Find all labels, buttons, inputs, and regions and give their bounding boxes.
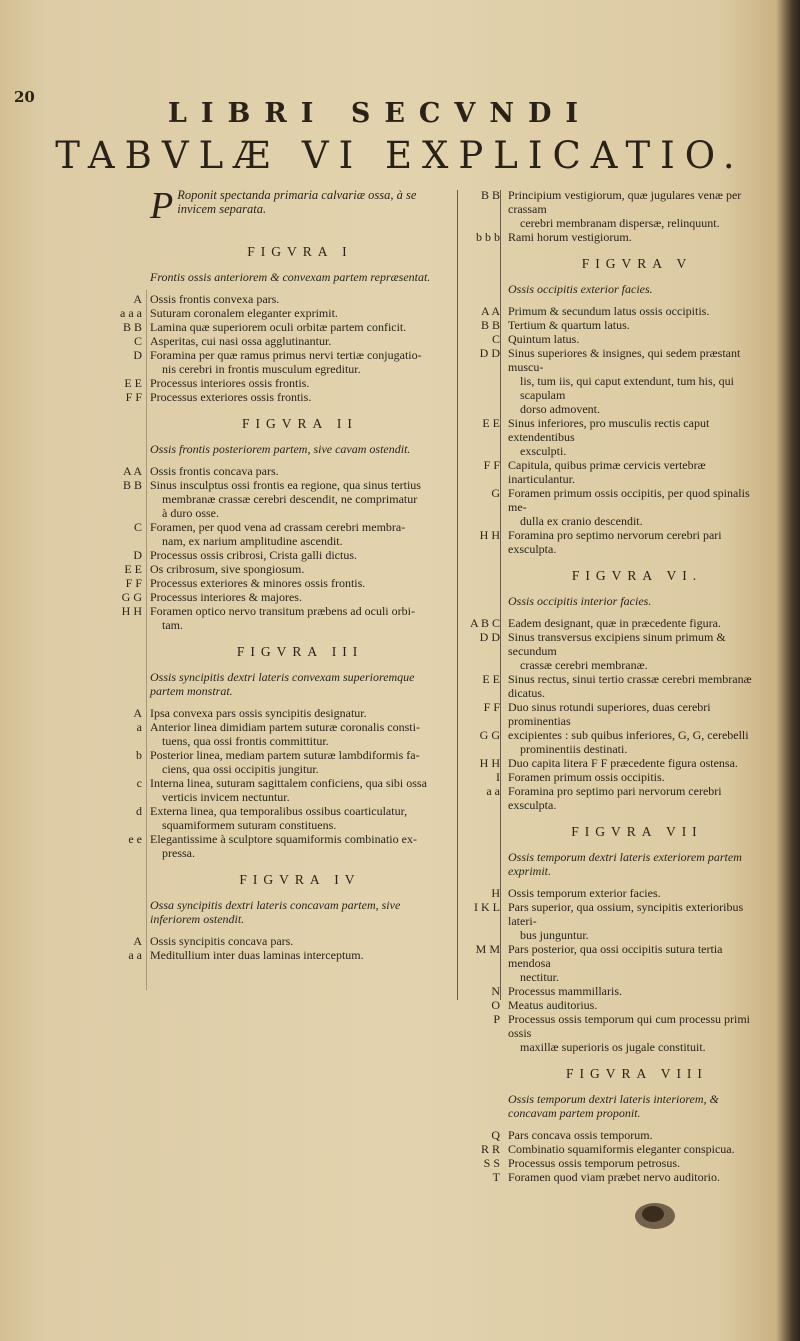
legend-key: A (133, 292, 142, 306)
legend-key: a a (128, 948, 142, 962)
legend-text: Processus ossis cribrosi, Crista galli dictus. (150, 548, 357, 562)
legend-text: Lamina quæ superiorem oculi orbitæ partem conficit. (150, 320, 407, 334)
legend-key: G G (479, 728, 500, 742)
legend-key: A (133, 934, 142, 948)
legend-text: Sinus transversus excipiens sinum primum & secundum (508, 630, 726, 658)
figure-7-heading: FIGVRA VII (571, 824, 703, 839)
legend-text: Sinus rectus, sinui tertio crassæ cerebri membranæ dicatus. (508, 672, 752, 700)
legend-text: cerebri membranam dispersæ, relinquunt. (520, 216, 720, 230)
legend-text: Externa linea, qua temporalibus ossibus coarticulatur, (150, 804, 408, 818)
continued-legend (476, 188, 766, 244)
legend-text: lis, tum iis, qui caput extendunt, tum his, qui scapulam (520, 374, 734, 402)
legend-line (491, 886, 766, 900)
legend-text: bus junguntur. (520, 928, 589, 942)
legend-text: Meatus auditorius. (508, 998, 598, 1012)
figure-4-heading: FIGVRA IV (239, 872, 361, 887)
figure-1-legend (120, 292, 450, 404)
legend-key: F F (483, 700, 500, 714)
legend-key: D (133, 548, 142, 562)
legend-line (491, 486, 766, 514)
legend-line (150, 734, 450, 748)
legend-text: Capitula, quibus primæ cervicis vertebræ inarticulantur. (508, 458, 706, 486)
legend-text: nam, ex narium amplitudine ascendit. (162, 534, 343, 548)
legend-line (133, 520, 450, 534)
legend-text: ciens, qua ossi occipitis jungitur. (162, 762, 319, 776)
legend-line (508, 742, 766, 756)
legend-text: tam. (162, 618, 183, 632)
legend-text: Ossis frontis convexa pars. (150, 292, 280, 306)
legend-line (508, 514, 766, 528)
legend-key: E E (124, 376, 142, 390)
legend-line (136, 776, 450, 790)
legend-line (508, 658, 766, 672)
legend-text: Ossis syncipitis concava pars. (150, 934, 294, 948)
figure-4-legend (128, 934, 450, 962)
legend-text: Foramen quod viam præbet nervo auditorio. (508, 1170, 720, 1184)
legend-text: Processus interiores & majores. (150, 590, 302, 604)
drop-cap: P (150, 185, 174, 227)
figure-7-caption: Ossis temporum dextri lateris exteriorem partem exprimit. (508, 850, 742, 878)
legend-key: C (133, 334, 142, 348)
legend-line (128, 948, 450, 962)
key-rule-left (146, 290, 147, 990)
legend-line (486, 784, 766, 812)
figure-6-heading: FIGVRA VI. (571, 568, 703, 583)
legend-text: Foramen, per quod vena ad crassam cerebri membra- (150, 520, 406, 534)
legend-key: F F (125, 576, 142, 590)
legend-line (508, 444, 766, 458)
legend-text: Ipsa convexa pars ossis syncipitis designatur. (150, 706, 367, 720)
legend-line (122, 478, 450, 492)
legend-text: Foramina pro septimo nervorum cerebri pari exsculpta. (508, 528, 722, 556)
legend-text: Duo capita litera F F præcedente figura ostensa. (508, 756, 738, 770)
legend-text: Principium vestigiorum, quæ jugulares venæ per crassam (508, 188, 742, 216)
legend-text: Sinus inferiores, pro musculis rectis caput extendentibus (508, 416, 710, 444)
legend-line (150, 362, 450, 376)
legend-line (124, 376, 450, 390)
legend-line (508, 1040, 766, 1054)
legend-text: tuens, qua ossi frontis committitur. (162, 734, 329, 748)
column-rule-left (457, 190, 458, 1000)
legend-line (136, 804, 450, 818)
legend-line (479, 630, 766, 658)
legend-text: Anterior linea dimidiam partem suturæ coronalis consti- (150, 720, 420, 734)
figure-2-caption: Ossis frontis posteriorem partem, sive cavam ostendit. (150, 442, 411, 456)
figure-3-legend (128, 706, 450, 860)
legend-text: Combinatio squamiformis eleganter conspicua. (508, 1142, 735, 1156)
legend-text: Processus mammillaris. (508, 984, 622, 998)
legend-line (133, 292, 450, 306)
legend-text: Eadem designant, quæ in præcedente figura. (508, 616, 721, 630)
legend-text: Os cribrosum, sive spongiosum. (150, 562, 305, 576)
running-title: LIBRI SECVNDI (167, 98, 593, 129)
legend-text: verticis invicem nectuntur. (162, 790, 290, 804)
legend-line (150, 618, 450, 632)
intro-paragraph (150, 185, 450, 232)
legend-line (150, 846, 450, 860)
legend-line (483, 458, 766, 486)
figure-5-heading: FIGVRA V (581, 256, 693, 271)
figure-1-heading: FIGVRA I (247, 244, 353, 259)
legend-text: crassæ cerebri membranæ. (520, 658, 648, 672)
legend-line (479, 346, 766, 374)
legend-text: Processus interiores ossis frontis. (150, 376, 310, 390)
legend-line (150, 762, 450, 776)
legend-line (136, 720, 450, 734)
figure-8-legend (480, 1128, 766, 1184)
legend-line (150, 506, 450, 520)
legend-line (492, 1170, 766, 1184)
legend-text: Elegantissime à sculptore squamiformis combinatio ex- (150, 832, 417, 846)
legend-text: Foramen optico nervo transitum præbens ad oculi orbi- (150, 604, 415, 618)
legend-line (133, 706, 450, 720)
figure-7-legend (474, 886, 766, 1054)
figure-3-caption: Ossis syncipitis dextri lateris convexam superioremque partem monstrat. (150, 670, 415, 698)
legend-text: Sinus insculptus ossi frontis ea regione, qua sinus tertius (150, 478, 421, 492)
legend-line (120, 306, 450, 320)
legend-text: Processus exteriores ossis frontis. (150, 390, 312, 404)
legend-line (125, 390, 450, 404)
page-number: 20 (14, 88, 35, 106)
legend-key: C (133, 520, 142, 534)
legend-line (491, 998, 766, 1012)
legend-line (133, 934, 450, 948)
legend-text: Suturam coronalem eleganter exprimit. (150, 306, 338, 320)
legend-line (508, 970, 766, 984)
legend-key: D D (479, 346, 500, 360)
legend-line (491, 984, 766, 998)
intro-text: Roponit spectanda primaria calvariæ ossa, à se invicem separata. (177, 188, 417, 216)
legend-text: pressa. (162, 846, 195, 860)
legend-line (480, 304, 766, 318)
legend-key: A A (480, 304, 500, 318)
legend-text: Processus ossis temporum petrosus. (508, 1156, 680, 1170)
legend-line (150, 492, 450, 506)
legend-key: E E (482, 416, 500, 430)
figure-6-legend (469, 616, 766, 812)
figure-4-caption: Ossa syncipitis dextri lateris concavam partem, sive inferiorem ostendit. (150, 898, 401, 926)
legend-key: B B (480, 318, 500, 332)
legend-key: e e (128, 832, 142, 846)
ink-blot-ornament (632, 1198, 678, 1232)
legend-key: B B (122, 320, 142, 334)
legend-line (150, 534, 450, 548)
legend-text: Pars superior, qua ossium, syncipitis exterioribus lateri- (508, 900, 744, 928)
legend-line (474, 900, 766, 928)
legend-text: Pars concava ossis temporum. (508, 1128, 653, 1142)
right-column (469, 188, 766, 1184)
legend-key: d (136, 804, 142, 818)
legend-line (479, 756, 766, 770)
legend-key: A (133, 706, 142, 720)
legend-text: Ossis frontis concava pars. (150, 464, 279, 478)
legend-text: Ossis temporum exterior facies. (508, 886, 661, 900)
legend-key: S S (483, 1156, 500, 1170)
figure-3-heading: FIGVRA III (236, 644, 364, 659)
legend-line (480, 318, 766, 332)
legend-line (150, 790, 450, 804)
legend-text: à duro osse. (162, 506, 219, 520)
legend-text: Tertium & quartum latus. (508, 318, 630, 332)
legend-line (483, 700, 766, 728)
legend-text: excipientes : sub quibus inferiores, G, G, cerebelli (508, 728, 749, 742)
legend-text: Rami horum vestigiorum. (508, 230, 632, 244)
legend-text: exsculpti. (520, 444, 567, 458)
legend-key: N (491, 984, 500, 998)
legend-line (122, 320, 450, 334)
legend-key: H H (479, 756, 500, 770)
legend-key: G (491, 486, 500, 500)
figure-5-legend (479, 304, 766, 556)
page-title: TABVLÆ VI EXPLICATIO. (55, 134, 745, 177)
legend-text: Duo sinus rotundi superiores, duas cerebri prominentias (508, 700, 711, 728)
legend-line (121, 604, 450, 618)
figure-8-caption: Ossis temporum dextri lateris interiorem, & concavam partem proponit. (508, 1092, 719, 1120)
legend-text: dorso admovent. (520, 402, 600, 416)
legend-key: E E (482, 672, 500, 686)
figure-2-legend (121, 464, 450, 632)
figure-2-heading: FIGVRA II (242, 416, 358, 431)
legend-line (133, 334, 450, 348)
legend-text: Pars posterior, qua ossi occipitis sutura tertia mendosa (508, 942, 723, 970)
legend-text: Processus exteriores & minores ossis frontis. (150, 576, 366, 590)
legend-text: membranæ crassæ cerebri descendit, ne comprimatur (162, 492, 418, 506)
legend-line (124, 562, 450, 576)
legend-key: D (133, 348, 142, 362)
legend-key: D D (479, 630, 500, 644)
legend-key: a (136, 720, 142, 734)
legend-text: Foramen primum ossis occipitis, per quod spinalis me- (508, 486, 750, 514)
legend-key: I K L (474, 900, 500, 914)
figure-5-caption: Ossis occipitis exterior facies. (508, 282, 653, 296)
legend-line (508, 216, 766, 230)
legend-key: O (491, 998, 500, 1012)
legend-line (479, 528, 766, 556)
legend-key: I (496, 770, 500, 784)
legend-text: Meditullium inter duas laminas interceptum. (150, 948, 364, 962)
legend-line (482, 416, 766, 444)
legend-line (476, 230, 766, 244)
legend-text: Foramina per quæ ramus primus nervi tertiæ conjugatio- (150, 348, 422, 362)
legend-text: Foramen primum ossis occipitis. (508, 770, 665, 784)
legend-text: Primum & secundum latus ossis occipitis. (508, 304, 710, 318)
legend-text: nis cerebri in frontis musculum egreditur. (162, 362, 361, 376)
legend-key: T (492, 1170, 500, 1184)
legend-line (150, 818, 450, 832)
figure-1-caption: Frontis ossis anteriorem & convexam partem repræsentat. (150, 270, 431, 284)
legend-key: a a (486, 784, 500, 798)
figure-6-caption: Ossis occipitis interior facies. (508, 594, 652, 608)
legend-key: Q (491, 1128, 500, 1142)
legend-key: a a a (120, 306, 142, 320)
legend-text: prominentiis destinati. (520, 742, 628, 756)
legend-text: Interna linea, suturam sagittalem conficiens, qua sibi ossa (150, 776, 427, 790)
legend-text: dulla ex cranio descendit. (520, 514, 643, 528)
legend-key: M M (475, 942, 500, 956)
legend-key: C (491, 332, 500, 346)
legend-key: F F (125, 390, 142, 404)
legend-line (125, 576, 450, 590)
left-column (120, 185, 450, 962)
legend-line (491, 332, 766, 346)
legend-line (496, 770, 766, 784)
legend-line (122, 464, 450, 478)
legend-key: b b b (476, 230, 500, 244)
legend-text: squamiformem suturam constituens. (162, 818, 337, 832)
legend-line (493, 1012, 766, 1040)
legend-line (508, 402, 766, 416)
legend-line (136, 748, 450, 762)
legend-key: A A (122, 464, 142, 478)
legend-line (475, 942, 766, 970)
legend-key: P (493, 1012, 500, 1026)
legend-text: Sinus superiores & insignes, qui sedem præstant muscu- (508, 346, 741, 374)
legend-line (133, 548, 450, 562)
legend-line (508, 374, 766, 402)
legend-text: nectitur. (520, 970, 559, 984)
legend-line (491, 1128, 766, 1142)
legend-text: maxillæ superioris os jugale constituit. (520, 1040, 706, 1054)
legend-line (480, 188, 766, 216)
figure-8-heading: FIGVRA VIII (566, 1066, 708, 1081)
legend-key: B B (480, 188, 500, 202)
legend-line (480, 1142, 766, 1156)
legend-key: H H (121, 604, 142, 618)
legend-key: F F (483, 458, 500, 472)
legend-line (508, 928, 766, 942)
legend-key: G G (121, 590, 142, 604)
legend-key: R R (480, 1142, 500, 1156)
legend-key: A B C (469, 616, 500, 630)
legend-key: H H (479, 528, 500, 542)
legend-key: b (136, 748, 142, 762)
legend-key: c (136, 776, 142, 790)
legend-text: Asperitas, cui nasi ossa agglutinantur. (150, 334, 332, 348)
legend-line (128, 832, 450, 846)
legend-key: B B (122, 478, 142, 492)
legend-text: Processus ossis temporum qui cum processu primi ossis (508, 1012, 750, 1040)
column-rule-right (500, 190, 501, 1000)
legend-text: Posterior linea, mediam partem suturæ lambdiformis fa- (150, 748, 420, 762)
legend-line (121, 590, 450, 604)
legend-key: E E (124, 562, 142, 576)
legend-line (479, 728, 766, 742)
legend-text: Quintum latus. (508, 332, 580, 346)
legend-line (469, 616, 766, 630)
legend-line (483, 1156, 766, 1170)
legend-text: Foramina pro septimo pari nervorum cerebri exsculpta. (508, 784, 722, 812)
legend-key: H (491, 886, 500, 900)
legend-line (482, 672, 766, 700)
legend-line (133, 348, 450, 362)
